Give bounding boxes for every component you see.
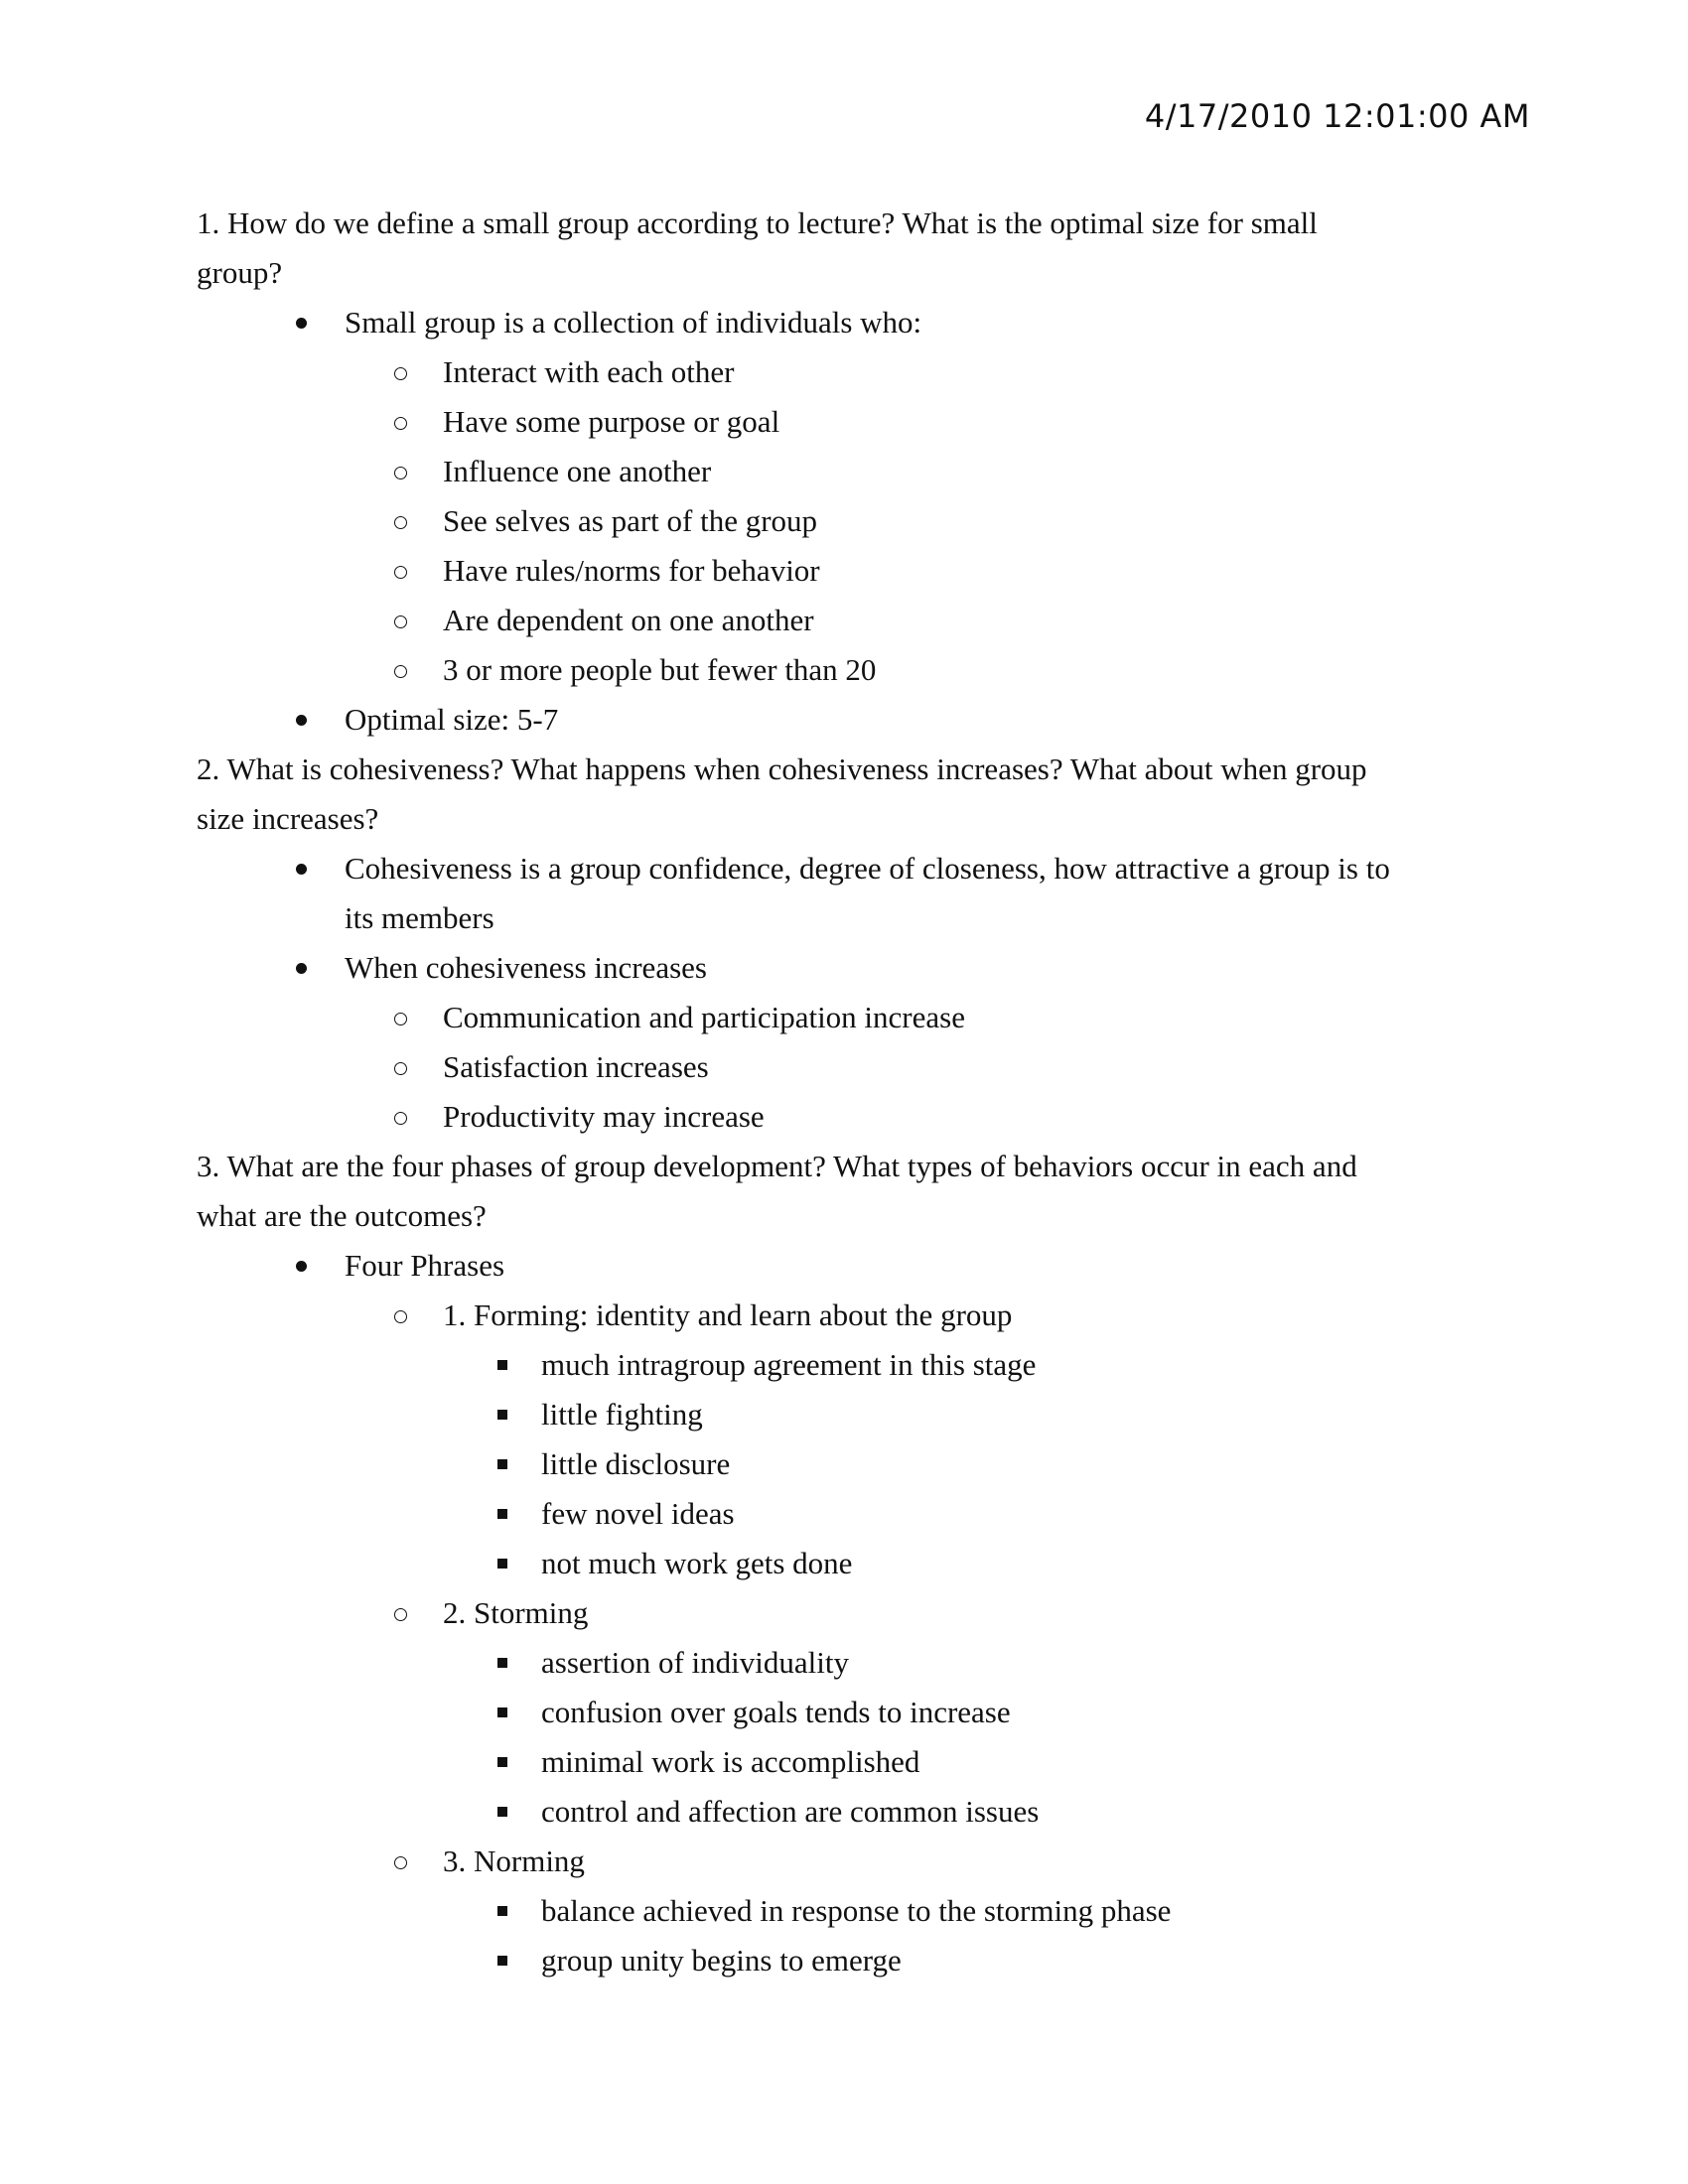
q3-phase-item xyxy=(197,1340,1487,1390)
q1-sub-item xyxy=(197,645,1487,695)
q1-sub-item-text: Are dependent on one another xyxy=(443,603,814,637)
q3-phase-item xyxy=(197,1737,1487,1787)
q3-bullet-four-phrases xyxy=(197,1241,1487,1291)
q2-sub-item xyxy=(197,993,1487,1042)
q3-phase-item xyxy=(197,1539,1487,1588)
q3-phase-storming-text: 2. Storming xyxy=(443,1595,589,1630)
q3-phase-item xyxy=(197,1787,1487,1837)
question-1-line-2: group? xyxy=(197,255,283,290)
bullet-circle-icon xyxy=(394,467,407,479)
bullet-dot-icon xyxy=(296,963,307,974)
q2-sub-item xyxy=(197,1042,1487,1092)
q3-phase-item-text: group unity begins to emerge xyxy=(541,1943,902,1978)
q1-bullet-optimal-size-text: Optimal size: 5-7 xyxy=(345,702,559,737)
bullet-square-icon xyxy=(497,1360,507,1370)
bullet-circle-icon xyxy=(394,615,407,628)
q1-sub-item-text: See selves as part of the group xyxy=(443,503,818,538)
bullet-dot-icon xyxy=(296,318,307,329)
q3-phase-item-text: minimal work is accomplished xyxy=(541,1744,920,1779)
q3-phase-item-text: control and affection are common issues xyxy=(541,1794,1040,1829)
bullet-circle-icon xyxy=(394,665,407,678)
q3-phase-item xyxy=(197,1886,1487,1936)
question-2-line-1: 2. What is cohesiveness? What happens when cohesiveness increases? What about when group xyxy=(197,751,1367,786)
q3-phase-item-text: little disclosure xyxy=(541,1446,731,1481)
q3-phase-norming xyxy=(197,1837,1487,1886)
q3-phase-item-text: much intragroup agreement in this stage xyxy=(541,1347,1037,1382)
q2-bullet-increases xyxy=(197,943,1487,993)
q2-sub-item-text: Productivity may increase xyxy=(443,1099,765,1134)
q3-phase-storming xyxy=(197,1588,1487,1638)
q3-phase-forming-text: 1. Forming: identity and learn about the group xyxy=(443,1297,1013,1332)
q3-phase-item xyxy=(197,1489,1487,1539)
q3-phase-item xyxy=(197,1390,1487,1439)
document-body xyxy=(197,199,1487,1985)
bullet-dot-icon xyxy=(296,864,307,875)
q1-sub-item xyxy=(197,397,1487,447)
bullet-square-icon xyxy=(497,1559,507,1569)
q1-sub-item-text: Have rules/norms for behavior xyxy=(443,553,820,588)
q1-sub-item-text: Have some purpose or goal xyxy=(443,404,780,439)
question-2-line-2: size increases? xyxy=(197,801,379,836)
q3-phase-item-text: not much work gets done xyxy=(541,1546,853,1580)
question-1-line-1: 1. How do we define a small group according to lecture? What is the optimal size for small xyxy=(197,205,1318,240)
q1-sub-item xyxy=(197,546,1487,596)
bullet-square-icon xyxy=(497,1658,507,1668)
bullet-circle-icon xyxy=(394,1112,407,1125)
q1-sub-item-text: 3 or more people but fewer than 20 xyxy=(443,652,877,687)
q1-sub-item xyxy=(197,447,1487,496)
q3-phase-item-text: assertion of individuality xyxy=(541,1645,849,1680)
bullet-circle-icon xyxy=(394,1608,407,1621)
bullet-circle-icon xyxy=(394,516,407,529)
q2-sub-item-text: Satisfaction increases xyxy=(443,1049,709,1084)
q1-sub-item-text: Interact with each other xyxy=(443,354,735,389)
q1-bullet-definition xyxy=(197,298,1487,347)
question-3-line-2: what are the outcomes? xyxy=(197,1198,487,1233)
bullet-square-icon xyxy=(497,1707,507,1717)
bullet-square-icon xyxy=(497,1906,507,1916)
bullet-circle-icon xyxy=(394,1062,407,1075)
bullet-dot-icon xyxy=(296,1261,307,1272)
page-timestamp: 4/17/2010 12:01:00 AM xyxy=(1144,97,1530,135)
q1-bullet-definition-text: Small group is a collection of individuals who: xyxy=(345,305,922,340)
bullet-circle-icon xyxy=(394,1013,407,1025)
q1-sub-item xyxy=(197,596,1487,645)
q3-phase-item xyxy=(197,1936,1487,1985)
bullet-circle-icon xyxy=(394,566,407,579)
q3-phase-item-text: little fighting xyxy=(541,1397,703,1432)
bullet-circle-icon xyxy=(394,1856,407,1869)
bullet-square-icon xyxy=(497,1410,507,1420)
bullet-circle-icon xyxy=(394,1310,407,1323)
q2-bullet-definition xyxy=(197,844,1487,893)
bullet-square-icon xyxy=(497,1459,507,1469)
q1-sub-item xyxy=(197,496,1487,546)
q3-phase-forming xyxy=(197,1291,1487,1340)
q3-bullet-four-phrases-text: Four Phrases xyxy=(345,1248,505,1283)
q3-phase-item xyxy=(197,1688,1487,1737)
q2-bullet-definition-text: Cohesiveness is a group confidence, degree of closeness, how attractive a group is to xyxy=(345,851,1390,886)
bullet-circle-icon xyxy=(394,417,407,430)
bullet-square-icon xyxy=(497,1757,507,1767)
q3-phase-item xyxy=(197,1439,1487,1489)
q2-bullet-definition-continued: its members xyxy=(345,900,494,935)
bullet-square-icon xyxy=(497,1956,507,1966)
q3-phase-item xyxy=(197,1638,1487,1688)
q2-sub-item xyxy=(197,1092,1487,1142)
bullet-dot-icon xyxy=(296,715,307,726)
bullet-circle-icon xyxy=(394,367,407,380)
question-3-line-1: 3. What are the four phases of group development? What types of behaviors occur in each and xyxy=(197,1149,1357,1183)
q1-bullet-optimal-size xyxy=(197,695,1487,745)
q3-phase-item-text: balance achieved in response to the storming phase xyxy=(541,1893,1172,1928)
q3-phase-item-text: few novel ideas xyxy=(541,1496,735,1531)
q1-sub-item-text: Influence one another xyxy=(443,454,712,488)
q2-sub-item-text: Communication and participation increase xyxy=(443,1000,965,1034)
bullet-square-icon xyxy=(497,1807,507,1817)
q3-phase-item-text: confusion over goals tends to increase xyxy=(541,1695,1011,1729)
q3-phase-norming-text: 3. Norming xyxy=(443,1843,585,1878)
bullet-square-icon xyxy=(497,1509,507,1519)
q1-sub-item xyxy=(197,347,1487,397)
q2-bullet-increases-text: When cohesiveness increases xyxy=(345,950,707,985)
